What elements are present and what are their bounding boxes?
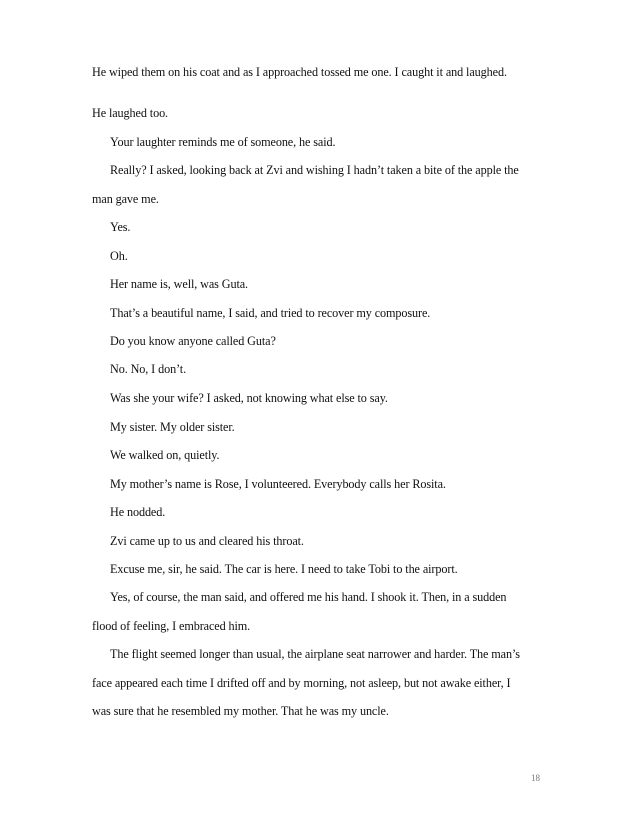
- text-line-11: No. No, I don’t.: [110, 362, 187, 376]
- text-line-2: He laughed too.: [92, 106, 169, 120]
- page-number: 18: [531, 773, 540, 783]
- text-line-6: Yes.: [110, 220, 131, 234]
- text-line-7: Oh.: [110, 249, 128, 263]
- text-line-22: face appeared each time I drifted off and by morning, not asleep, but not awake either, I: [92, 676, 511, 690]
- text-line-13: My sister. My older sister.: [110, 420, 235, 434]
- text-line-10: Do you know anyone called Guta?: [110, 334, 276, 348]
- text-line-1: He wiped them on his coat and as I approached tossed me one. I caught it and laughed.: [92, 65, 507, 79]
- text-line-20: flood of feeling, I embraced him.: [92, 619, 251, 633]
- text-line-5: man gave me.: [92, 192, 159, 206]
- text-line-23: was sure that he resembled my mother. That he was my uncle.: [92, 704, 389, 718]
- text-line-21: The flight seemed longer than usual, the airplane seat narrower and harder. The man’s: [110, 647, 520, 661]
- text-line-18: Excuse me, sir, he said. The car is here. I need to take Tobi to the airport.: [110, 562, 458, 576]
- text-line-8: Her name is, well, was Guta.: [110, 277, 248, 291]
- text-line-4: Really? I asked, looking back at Zvi and wishing I hadn’t taken a bite of the apple the: [110, 163, 519, 177]
- text-line-15: My mother’s name is Rose, I volunteered. Everybody calls her Rosita.: [110, 477, 446, 491]
- text-line-3: Your laughter reminds me of someone, he said.: [110, 135, 336, 149]
- text-line-9: That’s a beautiful name, I said, and tried to recover my composure.: [110, 306, 431, 320]
- text-line-17: Zvi came up to us and cleared his throat.: [110, 534, 304, 548]
- text-line-12: Was she your wife? I asked, not knowing what else to say.: [110, 391, 388, 405]
- text-line-14: We walked on, quietly.: [110, 448, 220, 462]
- text-line-19: Yes, of course, the man said, and offered me his hand. I shook it. Then, in a sudden: [110, 590, 507, 604]
- text-line-16: He nodded.: [110, 505, 166, 519]
